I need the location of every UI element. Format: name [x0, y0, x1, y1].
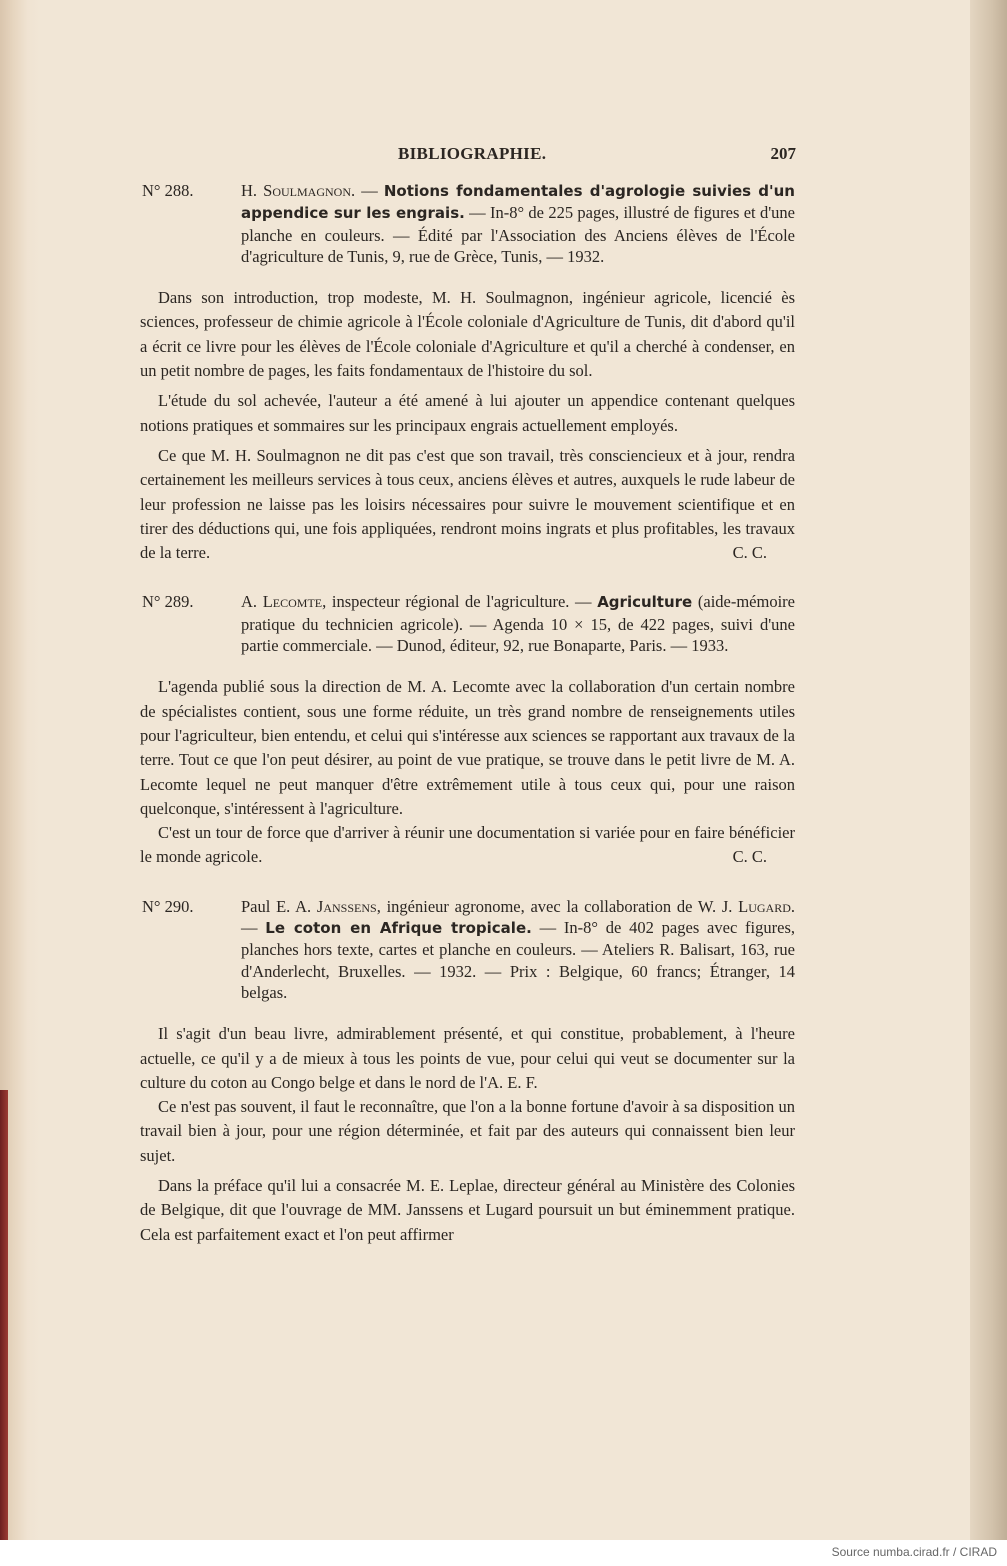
- publication-details: — In-8° de 225 pages, illustré de figures et d'une planche en couleurs. — Édité par l'Association des Anciens élèves de l'École d'agriculture de Tunis, 9, rue de Grèce, Tunis, — 1932.: [241, 203, 795, 266]
- book-title: Notions fondamentales d'agrologie suivies d'un appendice sur les engrais.: [241, 182, 795, 223]
- running-title: BIBLIOGRAPHIE.: [398, 144, 547, 163]
- review-paragraph: L'étude du sol achevée, l'auteur a été amené à lui ajouter un appendice contenant quelques notions pratiques et sommaires sur les principaux engrais actuellement employés.: [140, 391, 795, 435]
- entry-number: N° 288.: [142, 181, 194, 200]
- bibliography-entry-289: [140, 591, 795, 656]
- review-text: Ce que M. H. Soulmagnon ne dit pas c'est que son travail, très consciencieux et à jour, rendra certainement les meilleurs services à tous ceux, anciens élèves et autres, auxquels le rude labeur de leur profession ne laisse pas les loisirs nécessaires pour suivre le mouvement scientifique et en tirer des déductions qui, une fois appliquées, rendront moins ingrats et plus profitables, les travaux de la terre.: [140, 445, 795, 563]
- review-paragraph: Ce n'est pas souvent, il faut le reconnaître, que l'on a la bonne fortune d'avoir à sa disposition un travail bien à jour, pour une région déterminée, et fait par des auteurs qui connaissent bien leur sujet.: [140, 1097, 795, 1165]
- author-initials: H.: [241, 181, 258, 200]
- entry-number: N° 289.: [142, 592, 194, 612]
- source-credit: Source numba.cirad.fr / CIRAD: [831, 1545, 997, 1559]
- author-initials: A.: [241, 592, 258, 612]
- entry-reference: [241, 896, 795, 1003]
- author-initials: Paul E. A.: [241, 896, 312, 916]
- review-text: C'est un tour de force que d'arriver à réunir une documentation si variée pour en faire bénéficier le monde agricole.: [140, 823, 795, 867]
- review-paragraph: [140, 444, 795, 565]
- bibliography-entry-288: [140, 180, 795, 267]
- page-content: [140, 180, 795, 1247]
- reviewer-signature: C. C.: [732, 543, 767, 563]
- page-edge-shadow: [970, 0, 1007, 1540]
- separator: —: [241, 918, 266, 938]
- book-title: Agriculture: [597, 593, 693, 612]
- coauthor-name: Lugard.: [738, 896, 796, 916]
- entry-reference: [241, 591, 795, 656]
- book-title: Le coton en Afrique tropicale.: [265, 919, 532, 938]
- author-name: Janssens: [316, 896, 377, 916]
- reviewer-signature: C. C.: [732, 847, 767, 867]
- review-paragraph: Dans la préface qu'il lui a consacrée M. E. Leplae, directeur général au Ministère des Colonies de Belgique, dit que l'ouvrage de MM. Janssens et Lugard poursuit un but éminemment pratique. Cela est parfaitement exact et l'on peut affirmer: [140, 1175, 795, 1244]
- review-paragraph: Il s'agit d'un beau livre, admirablement présenté, et qui constitue, probablement, à l'heure actuelle, ce qu'il y a de mieux à tous les points de vue, pour celui qui veut se documenter sur la culture du coton au Congo belge et dans le nord de l'A. E. F.: [140, 1024, 795, 1092]
- separator: —: [355, 181, 384, 200]
- bibliography-entry-290: [140, 896, 795, 1003]
- entry-number: N° 290.: [142, 896, 194, 916]
- page-number: 207: [770, 144, 796, 163]
- author-name: Lecomte: [262, 592, 323, 612]
- entry-reference: [241, 180, 795, 267]
- publication-details: (aide-mémoire pratique du technicien agricole). — Agenda 10 × 15, de 422 pages, suivi d'une partie commerciale. — Dunod, éditeur, 92, rue Bonaparte, Paris. — 1933.: [241, 592, 795, 656]
- author-name: Soulmagnon.: [263, 181, 356, 200]
- review-paragraph: Dans son introduction, trop modeste, M. H. Soulmagnon, ingénieur agricole, licencié ès sciences, professeur de chimie agricole à l'École coloniale d'Agriculture de Tunis, dit d'abord qu'il a écrit ce livre pour les élèves de l'École coloniale d'Agriculture et qu'il a cherché à condenser, en un petit nombre de pages, les faits fondamentaux de l'histoire du sol.: [140, 288, 795, 381]
- author-role: , inspecteur régional de l'agriculture. —: [322, 592, 598, 612]
- binding-red-edge: [0, 1090, 8, 1540]
- publication-details: — In-8° de 402 pages avec figures, planches hors texte, cartes et planche en couleurs. — Ateliers R. Balisart, 163, rue d'Anderlecht, Bruxelles. — 1932. — Prix : Belgique, 60 francs; Étranger, 14 belgas.: [241, 918, 795, 1002]
- author-role: , ingénieur agronome, avec la collaboration de W. J.: [376, 896, 739, 916]
- review-paragraph: L'agenda publié sous la direction de M. A. Lecomte avec la collaboration d'un certain nombre de spécialistes contient, sous une forme réduite, un très grand nombre de renseignements utiles pour l'agriculteur, bien entendu, et celui qui s'intéresse aux sciences se rapportant aux travaux de la terre. Tout ce que l'on peut désirer, au point de vue pratique, se trouve dans le petit livre de M. A. Lecomte lequel ne peut manquer d'être extrêmement utile à tous ceux qui, pour une raison quelconque, s'intéressent à l'agriculture.: [140, 677, 795, 818]
- review-paragraph: [140, 821, 795, 870]
